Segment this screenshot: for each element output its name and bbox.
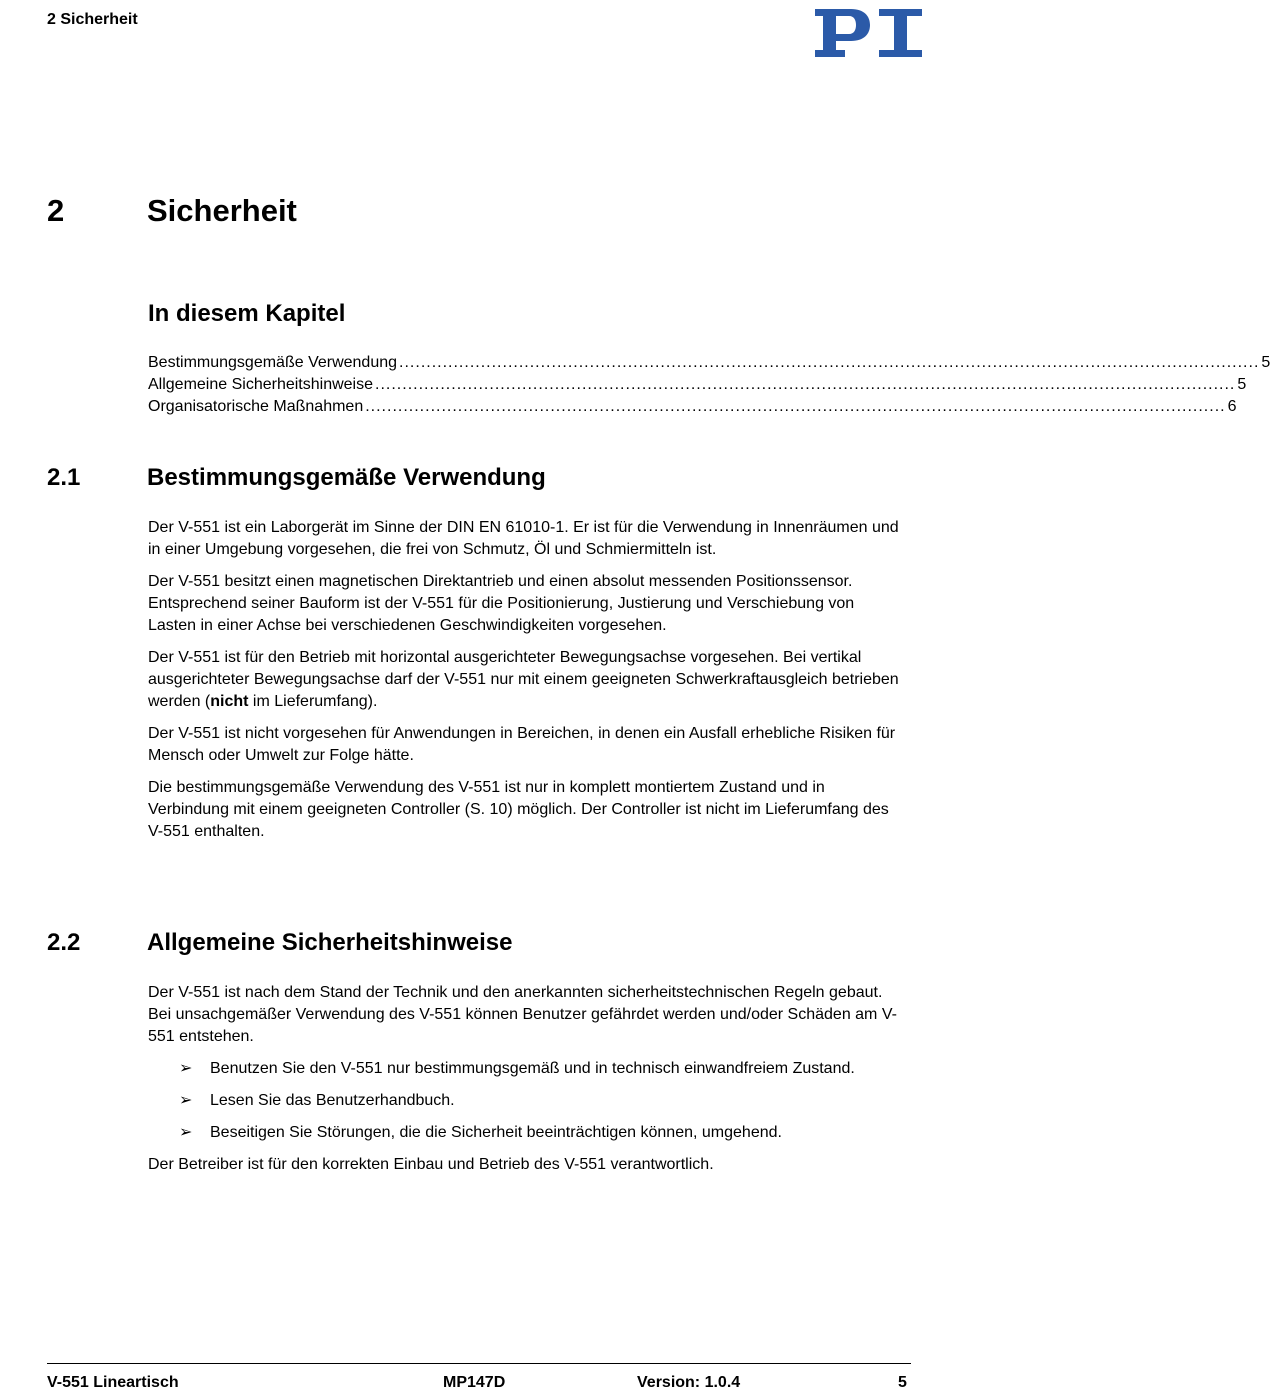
list-item xyxy=(148,1122,905,1144)
paragraph-text: Der V-551 ist für den Betrieb mit horizontal ausgerichteter Bewegungsachse vorgesehen. Bei vertikal ausgerichteter Bewegungsachse darf der V-551 nur mit einem geeigneten Schwerkraftausgleich betrieben werden ( xyxy=(148,649,899,710)
toc-leader-dots: .............................................................................................................................................................. xyxy=(375,376,1236,393)
paragraph xyxy=(148,647,905,713)
pi-logo xyxy=(815,7,922,59)
footer-version: Version: 1.0.4 xyxy=(637,1374,741,1391)
toc-entry-page[interactable]: 5 xyxy=(1261,354,1270,371)
paragraph: Der V-551 ist ein Laborgerät im Sinne der DIN EN 61010-1. Er ist für die Verwendung in Innenräumen und in einer Umgebung vorgesehen, die frei von Schmutz, Öl und Schmiermitteln ist. xyxy=(148,519,899,558)
paragraph: Der V-551 ist nach dem Stand der Technik und den anerkannten sicherheitstechnischen Regeln gebaut. Bei unsachgemäßer Verwendung des V-551 können Benutzer gefährdet werden und/oder Schäden am V-551 entstehen. xyxy=(148,984,897,1045)
list-item xyxy=(148,1090,905,1112)
toc-entry[interactable] xyxy=(148,374,1247,396)
toc-entry-label[interactable]: Allgemeine Sicherheitshinweise xyxy=(148,376,374,393)
footer-page-number: 5 xyxy=(898,1374,907,1391)
toc-leader-dots: .............................................................................................................................................................. xyxy=(399,354,1260,371)
paragraph-text: im Lieferumfang). xyxy=(248,693,378,710)
footer-doc-id: MP147D xyxy=(443,1374,506,1391)
chapter-title-text: Sicherheit xyxy=(147,193,297,228)
emphasis-text: nicht xyxy=(210,693,249,710)
toc-entry[interactable] xyxy=(148,352,1270,374)
toc-entry-page[interactable]: 6 xyxy=(1227,398,1237,415)
footer-divider xyxy=(47,1363,911,1364)
toc-leader-dots: .............................................................................................................................................................. xyxy=(365,398,1226,415)
toc-entry-label[interactable]: Organisatorische Maßnahmen xyxy=(148,398,364,415)
instruction-list xyxy=(148,1058,905,1144)
toc-heading: In diesem Kapitel xyxy=(148,300,346,327)
arrow-bullet-icon: ➢ xyxy=(179,1060,193,1077)
toc-entry-page[interactable]: 5 xyxy=(1237,376,1247,393)
section-number: 2.2 xyxy=(47,929,81,956)
list-item-text: Beseitigen Sie Störungen, die die Sicherheit beeinträchtigen können, umgehend. xyxy=(210,1124,782,1141)
paragraph: Der Betreiber ist für den korrekten Einbau und Betrieb des V-551 verantwortlich. xyxy=(148,1156,714,1173)
section-title: Allgemeine Sicherheitshinweise xyxy=(147,929,513,956)
paragraph: Der V-551 ist nicht vorgesehen für Anwendungen in Bereichen, in denen ein Ausfall erhebliche Risiken für Mensch oder Umwelt zur Folge hätte. xyxy=(148,725,896,764)
paragraph: Der V-551 besitzt einen magnetischen Direktantrieb und einen absolut messenden Positionssensor. Entsprechend seiner Bauform ist der V-551 für die Positionierung, Justierung und Verschiebung von Lasten in einer Achse bei verschiedenen Geschwindigkeiten vorgesehen. xyxy=(148,573,855,634)
toc-entry-label[interactable]: Bestimmungsgemäße Verwendung xyxy=(148,354,398,371)
footer-product: V-551 Lineartisch xyxy=(47,1374,179,1391)
chapter-number: 2 xyxy=(47,193,65,228)
list-item-text: Lesen Sie das Benutzerhandbuch. xyxy=(210,1092,455,1109)
section-body-2-2 xyxy=(148,982,905,1186)
section-title: Bestimmungsgemäße Verwendung xyxy=(147,464,546,491)
arrow-bullet-icon: ➢ xyxy=(179,1124,193,1141)
toc-entry[interactable] xyxy=(148,396,1237,418)
list-item-text: Benutzen Sie den V-551 nur bestimmungsgemäß und in technisch einwandfreiem Zustand. xyxy=(210,1060,855,1077)
paragraph: Die bestimmungsgemäße Verwendung des V-551 ist nur in komplett montiertem Zustand und in Verbindung mit einem geeigneten Controller (S. 10) möglich. Der Controller ist nicht im Lieferumfang des V-551 enthalten. xyxy=(148,779,889,840)
section-body-2-1 xyxy=(148,517,905,853)
running-header: 2 Sicherheit xyxy=(47,11,138,28)
list-item xyxy=(148,1058,905,1080)
arrow-bullet-icon: ➢ xyxy=(179,1092,193,1109)
section-number: 2.1 xyxy=(47,464,81,491)
toc-list xyxy=(148,352,1270,418)
